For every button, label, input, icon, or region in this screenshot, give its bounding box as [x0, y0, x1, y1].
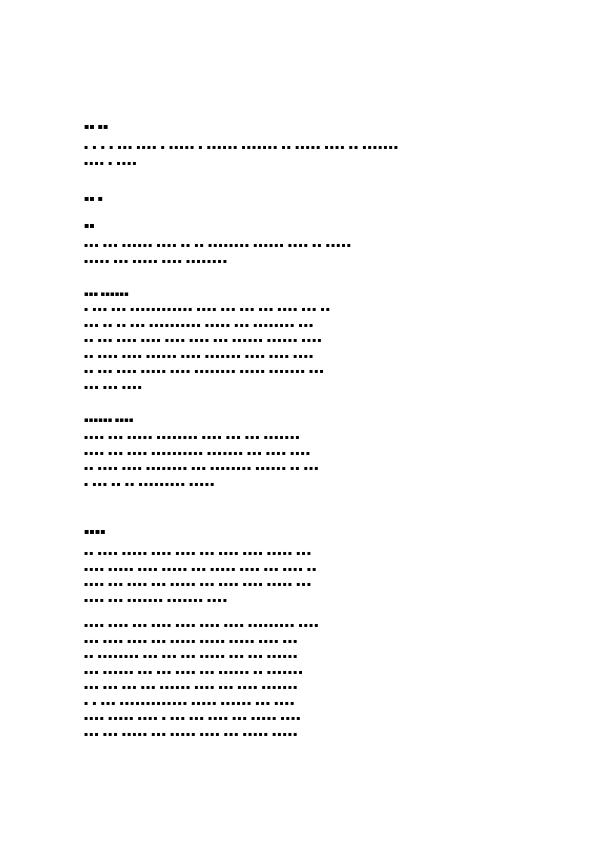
document-title: ▪▪ ▪▪: [84, 122, 109, 131]
text-line: ▪▪▪▪ ▪▪▪ ▪▪▪▪ ▪▪▪ ▪▪▪▪▪ ▪▪▪ ▪▪▪▪ ▪▪▪▪ ▪▪▪▪▪ ▪▪▪: [84, 581, 313, 588]
section-paragraph: [84, 546, 512, 608]
text-line: ▪▪▪▪ ▪▪▪ ▪▪▪▪▪▪▪ ▪▪▪▪▪▪▪ ▪▪▪▪: [84, 596, 229, 604]
text-line: ▪ ▪▪▪ ▪▪ ▪▪ ▪▪▪▪▪▪▪▪▪ ▪▪▪▪▪: [84, 480, 216, 488]
text-line: ▪▪ ▪▪▪▪ ▪▪▪▪ ▪▪▪▪▪▪ ▪▪▪▪ ▪▪▪▪▪▪▪ ▪▪▪▪ ▪▪▪▪ ▪▪▪▪: [84, 352, 315, 360]
text-line: ▪▪ ▪▪▪ ▪▪▪▪ ▪▪▪▪ ▪▪▪▪ ▪▪▪▪ ▪▪▪ ▪▪▪▪▪▪ ▪▪▪▪▪▪ ▪▪▪▪: [84, 337, 323, 344]
text-line: ▪▪▪ ▪▪▪ ▪▪▪▪: [84, 383, 143, 391]
text-line: ▪▪▪ ▪▪▪ ▪▪▪▪▪▪ ▪▪▪▪ ▪▪ ▪▪ ▪▪▪▪▪▪▪▪ ▪▪▪▪▪▪ ▪▪▪▪ ▪▪ ▪▪▪▪▪: [84, 242, 353, 249]
text-line: ▪▪▪▪ ▪ ▪▪▪▪: [84, 159, 138, 167]
section-heading: ▪▪: [84, 221, 95, 230]
text-line: ▪▪ ▪▪▪▪ ▪▪▪▪▪ ▪▪▪▪ ▪▪▪▪ ▪▪▪ ▪▪▪▪ ▪▪▪▪ ▪▪▪▪▪ ▪▪▪: [84, 550, 313, 557]
text-line: ▪▪▪▪ ▪▪▪ ▪▪▪▪ ▪▪▪▪▪▪▪▪▪▪ ▪▪▪▪▪▪▪ ▪▪▪ ▪▪▪▪ ▪▪▪▪: [84, 449, 312, 457]
text-line: ▪▪▪ ▪▪▪▪ ▪▪▪▪ ▪▪▪ ▪▪▪▪▪ ▪▪▪▪▪ ▪▪▪▪▪ ▪▪▪▪ ▪▪▪: [84, 637, 299, 645]
text-line: ▪▪▪ ▪▪▪ ▪▪▪ ▪▪▪ ▪▪▪▪▪▪ ▪▪▪▪ ▪▪▪ ▪▪▪▪ ▪▪▪▪▪▪▪: [84, 684, 299, 691]
text-line: ▪▪▪ ▪▪▪ ▪▪▪▪▪ ▪▪▪ ▪▪▪▪▪ ▪▪▪▪ ▪▪▪ ▪▪▪▪▪ ▪▪▪▪▪: [84, 730, 299, 738]
text-line: ▪▪▪ ▪▪▪▪▪▪ ▪▪▪ ▪▪▪ ▪▪▪▪ ▪▪▪ ▪▪▪▪▪▪ ▪▪ ▪▪▪▪▪▪▪: [84, 668, 304, 676]
text-line: ▪▪▪▪ ▪▪▪▪▪ ▪▪▪▪ ▪▪▪▪▪ ▪▪▪ ▪▪▪▪▪ ▪▪▪▪ ▪▪▪ ▪▪▪▪ ▪▪: [84, 565, 318, 573]
text-line: ▪▪▪ ▪▪ ▪▪ ▪▪▪ ▪▪▪▪▪▪▪▪▪▪ ▪▪▪▪▪ ▪▪▪ ▪▪▪▪▪▪▪▪ ▪▪▪: [84, 321, 315, 329]
text-line: ▪▪ ▪▪▪▪ ▪▪▪▪ ▪▪▪▪▪▪▪▪ ▪▪▪ ▪▪▪▪▪▪▪▪ ▪▪▪▪▪▪ ▪▪ ▪▪▪: [84, 465, 320, 472]
section-paragraph: [84, 618, 512, 742]
text-line: ▪ ▪ ▪ ▪ ▪▪▪ ▪▪▪▪ ▪ ▪▪▪▪▪ ▪ ▪▪▪▪▪▪ ▪▪▪▪▪▪▪ ▪▪ ▪▪▪▪▪ ▪▪▪▪ ▪▪ ▪▪▪▪▪▪▪: [84, 144, 400, 151]
section-number: ▪▪ ▪: [84, 194, 104, 203]
text-line: ▪ ▪ ▪▪▪ ▪▪▪▪▪▪▪▪▪▪▪▪▪ ▪▪▪▪▪ ▪▪▪▪▪▪ ▪▪▪ ▪▪▪▪: [84, 699, 296, 707]
text-line: ▪▪ ▪▪▪ ▪▪▪▪ ▪▪▪▪▪ ▪▪▪▪ ▪▪▪▪▪▪▪▪ ▪▪▪▪▪ ▪▪▪▪▪▪▪ ▪▪▪: [84, 368, 325, 375]
subsection-heading: ▪▪▪▪▪▪ ▪▪▪▪: [84, 416, 134, 424]
subsection-paragraph: [84, 302, 512, 395]
subsection-heading: ▪▪▪ ▪▪▪▪▪▪: [84, 290, 129, 298]
section-heading: ▪▪▪▪: [84, 527, 106, 536]
subsection-paragraph: [84, 430, 512, 492]
section-paragraph: [84, 238, 512, 269]
text-line: ▪▪▪▪ ▪▪▪▪ ▪▪▪ ▪▪▪▪ ▪▪▪▪ ▪▪▪▪ ▪▪▪▪ ▪▪▪▪▪▪▪▪▪ ▪▪▪▪: [84, 622, 320, 629]
text-line: ▪▪▪▪ ▪▪▪▪▪ ▪▪▪▪ ▪ ▪▪▪ ▪▪▪ ▪▪▪▪ ▪▪▪ ▪▪▪▪▪ ▪▪▪▪: [84, 715, 302, 722]
text-line: ▪▪▪▪▪ ▪▪▪ ▪▪▪▪▪ ▪▪▪▪ ▪▪▪▪▪▪▪▪: [84, 257, 229, 265]
text-line: ▪▪ ▪▪▪▪▪▪▪▪ ▪▪▪ ▪▪▪ ▪▪▪ ▪▪▪▪▪ ▪▪▪ ▪▪▪ ▪▪▪▪▪▪: [84, 653, 299, 660]
text-line: ▪ ▪▪▪ ▪▪▪ ▪▪▪▪▪▪▪▪▪▪▪▪ ▪▪▪▪ ▪▪▪ ▪▪▪ ▪▪▪ ▪▪▪▪ ▪▪▪ ▪▪: [84, 306, 331, 313]
text-line: ▪▪▪▪ ▪▪▪ ▪▪▪▪▪ ▪▪▪▪▪▪▪▪ ▪▪▪▪ ▪▪▪ ▪▪▪ ▪▪▪▪▪▪▪: [84, 434, 301, 441]
intro-paragraph: [84, 140, 512, 171]
